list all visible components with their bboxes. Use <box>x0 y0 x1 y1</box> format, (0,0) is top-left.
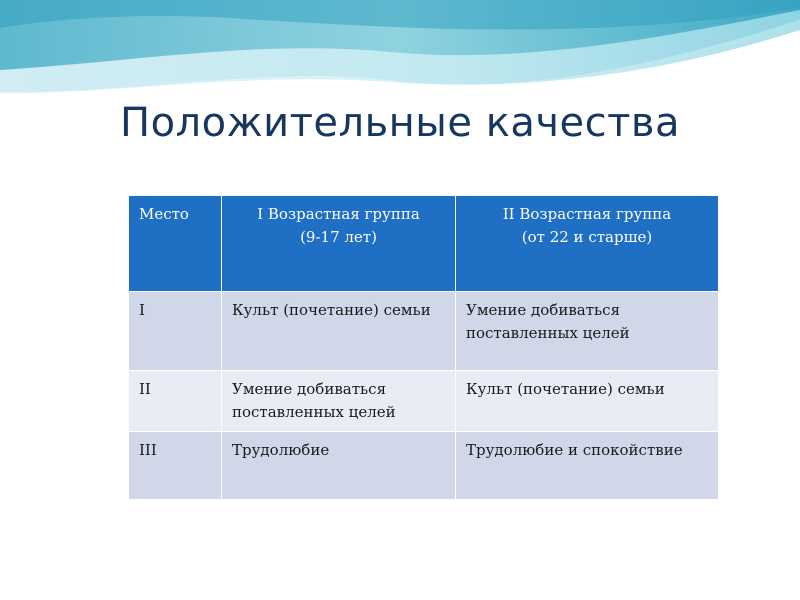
header-group-2 <box>456 196 719 292</box>
cell-place: III <box>129 432 222 500</box>
cell-place: I <box>129 292 222 371</box>
header-group-1 <box>222 196 456 292</box>
header-group-2-title: II Возрастная группа <box>502 205 672 223</box>
cell-group-2: Умение добиваться поставленных целей <box>456 292 719 371</box>
qualities-table <box>128 195 719 500</box>
header-group-2-age: (от 22 и старше) <box>521 228 653 246</box>
cell-group-1: Трудолюбие <box>222 432 456 500</box>
cell-group-2: Культ (почетание) семьи <box>456 371 719 432</box>
slide-title: Положительные качества <box>119 100 681 146</box>
table-row <box>129 371 719 432</box>
header-group-1-age: (9-17 лет) <box>300 228 377 246</box>
cell-group-2: Трудолюбие и спокойствие <box>456 432 719 500</box>
header-place <box>129 196 222 292</box>
table-row <box>129 292 719 371</box>
header-group-1-title: I Возрастная группа <box>257 205 420 223</box>
table-header-row <box>129 196 719 292</box>
cell-group-1: Умение добиваться поставленных целей <box>222 371 456 432</box>
wave-decoration <box>0 0 800 110</box>
cell-place: II <box>129 371 222 432</box>
table-row <box>129 432 719 500</box>
cell-group-1: Культ (почетание) семьи <box>222 292 456 371</box>
header-place-label: Место <box>139 205 189 223</box>
